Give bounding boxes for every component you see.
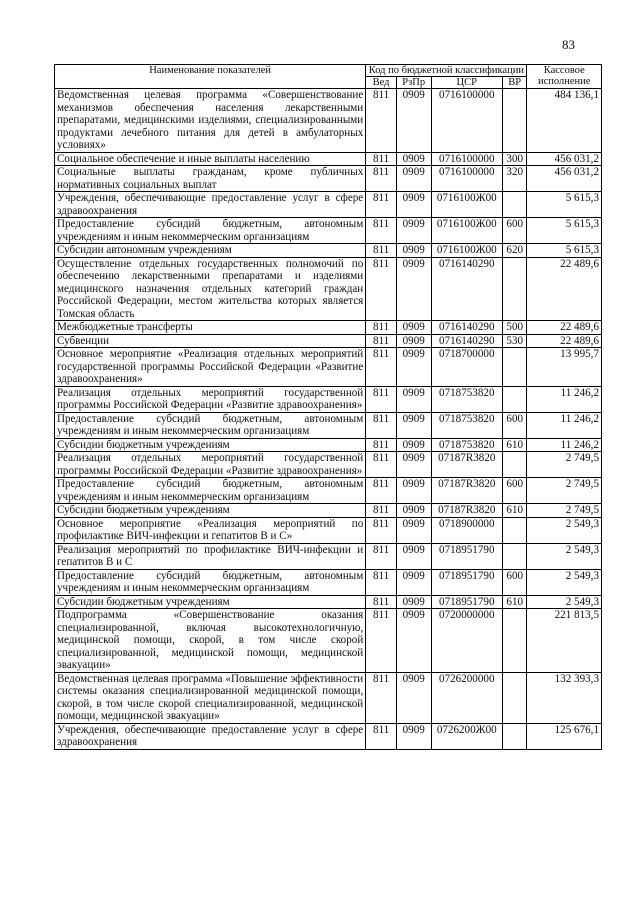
row-csr: 07187R3820 (431, 504, 502, 518)
header-sum: Кассовое исполнение (527, 65, 602, 89)
page-number: 83 (562, 37, 575, 52)
row-name: Субсидии бюджетным учреждениям (55, 438, 366, 452)
row-name: Осуществление отдельных государственных полномочий по обеспечению лекарственными препаратами и изделиями медицинского назначения отдельных категорий граждан Российской Федерации, местом жительства которых является Томская область (55, 257, 366, 321)
row-vr: 600 (502, 218, 527, 244)
row-vr (502, 543, 527, 569)
row-ved: 811 (366, 321, 397, 335)
row-name: Межбюджетные трансферты (55, 321, 366, 335)
row-rzpr: 0909 (396, 595, 431, 609)
row-ved: 811 (366, 89, 397, 153)
table-row (55, 386, 602, 412)
header-vr: ВР (502, 77, 527, 89)
row-rzpr: 0909 (396, 438, 431, 452)
row-rzpr: 0909 (396, 89, 431, 153)
table-row (55, 723, 602, 749)
row-rzpr: 0909 (396, 723, 431, 749)
row-csr: 0718951790 (431, 595, 502, 609)
table-row (55, 334, 602, 348)
header-rzpr: РзПр (396, 77, 431, 89)
row-csr: 0716140290 (431, 334, 502, 348)
table-row (55, 89, 602, 153)
row-ved: 811 (366, 244, 397, 258)
table-row (55, 438, 602, 452)
row-ved: 811 (366, 504, 397, 518)
row-ved: 811 (366, 609, 397, 673)
row-rzpr: 0909 (396, 152, 431, 166)
row-ved: 811 (366, 152, 397, 166)
row-name: Социальные выплаты гражданам, кроме публичных нормативных социальных выплат (55, 166, 366, 192)
table-row (55, 152, 602, 166)
table-row (55, 218, 602, 244)
row-ved: 811 (366, 517, 397, 543)
row-rzpr: 0909 (396, 244, 431, 258)
row-rzpr: 0909 (396, 257, 431, 321)
row-csr: 0716100000 (431, 152, 502, 166)
row-sum: 5 615,3 (527, 192, 602, 218)
row-sum: 22 489,6 (527, 321, 602, 335)
row-ved: 811 (366, 348, 397, 387)
row-name: Ведомственная целевая программа «Повышение эффективности системы оказания специализированной медицинской помощи, скорой, в том числе скорой специализированной, медицинской помощи, медицинской эвакуации» (55, 672, 366, 723)
row-sum: 5 615,3 (527, 218, 602, 244)
table-row (55, 452, 602, 478)
row-sum: 2 549,3 (527, 595, 602, 609)
table-row (55, 412, 602, 438)
row-vr (502, 89, 527, 153)
row-ved: 811 (366, 257, 397, 321)
row-ved: 811 (366, 386, 397, 412)
row-vr: 600 (502, 569, 527, 595)
row-name: Реализация мероприятий по профилактике ВИЧ-инфекции и гепатитов В и С (55, 543, 366, 569)
row-ved: 811 (366, 672, 397, 723)
row-rzpr: 0909 (396, 569, 431, 595)
budget-execution-table (54, 64, 602, 750)
row-sum: 11 246,2 (527, 412, 602, 438)
row-csr: 0716100000 (431, 89, 502, 153)
row-vr: 610 (502, 438, 527, 452)
row-csr: 07187R3820 (431, 452, 502, 478)
row-rzpr: 0909 (396, 386, 431, 412)
row-vr: 610 (502, 595, 527, 609)
row-csr: 0718753820 (431, 412, 502, 438)
table-row (55, 244, 602, 258)
row-rzpr: 0909 (396, 334, 431, 348)
row-ved: 811 (366, 452, 397, 478)
row-ved: 811 (366, 543, 397, 569)
row-name: Ведомственная целевая программа «Совершенствование механизмов обеспечения населения лекарственными препаратами, медицинскими изделиями, специализированными продуктами лечебного питания для детей в амбулаторных условиях» (55, 89, 366, 153)
row-name: Основное мероприятие «Реализация мероприятий по профилактике ВИЧ-инфекции и гепатитов В и С» (55, 517, 366, 543)
table-row (55, 609, 602, 673)
row-ved: 811 (366, 569, 397, 595)
row-rzpr: 0909 (396, 218, 431, 244)
row-name: Учреждения, обеспечивающие предоставление услуг в сфере здравоохранения (55, 192, 366, 218)
row-sum: 456 031,2 (527, 166, 602, 192)
row-sum: 5 615,3 (527, 244, 602, 258)
row-vr (502, 348, 527, 387)
row-name: Реализация отдельных мероприятий государственной программы Российской Федерации «Развитие здравоохранения» (55, 452, 366, 478)
row-csr: 07187R3820 (431, 478, 502, 504)
row-vr: 610 (502, 504, 527, 518)
row-vr (502, 609, 527, 673)
row-sum: 221 813,5 (527, 609, 602, 673)
row-vr (502, 672, 527, 723)
table-row (55, 569, 602, 595)
row-sum: 22 489,6 (527, 257, 602, 321)
row-vr: 500 (502, 321, 527, 335)
row-vr: 320 (502, 166, 527, 192)
row-sum: 484 136,1 (527, 89, 602, 153)
table-row (55, 348, 602, 387)
row-csr: 0726200Ж00 (431, 723, 502, 749)
row-csr: 0718753820 (431, 386, 502, 412)
row-csr: 0718753820 (431, 438, 502, 452)
row-name: Субсидии бюджетным учреждениям (55, 595, 366, 609)
table-body (55, 89, 602, 750)
row-csr: 0716100Ж00 (431, 244, 502, 258)
table-row (55, 595, 602, 609)
row-ved: 811 (366, 218, 397, 244)
row-name: Субсидии автономным учреждениям (55, 244, 366, 258)
row-ved: 811 (366, 723, 397, 749)
header-name: Наименование показателей (55, 65, 366, 89)
table-row (55, 672, 602, 723)
row-vr (502, 723, 527, 749)
row-sum: 2 549,3 (527, 569, 602, 595)
row-csr: 0718951790 (431, 543, 502, 569)
row-name: Основное мероприятие «Реализация отдельных мероприятий государственной программы Российской Федерации «Развитие здравоохранения» (55, 348, 366, 387)
row-csr: 0720000000 (431, 609, 502, 673)
row-name: Предоставление субсидий бюджетным, автономным учреждениям и иным некоммерческим организациям (55, 478, 366, 504)
row-csr: 0716100Ж00 (431, 192, 502, 218)
header-code-group: Код по бюджетной классификации (366, 65, 527, 77)
row-vr: 600 (502, 478, 527, 504)
table-row (55, 321, 602, 335)
row-sum: 11 246,2 (527, 438, 602, 452)
row-vr: 300 (502, 152, 527, 166)
row-sum: 2 749,5 (527, 478, 602, 504)
row-vr: 600 (502, 412, 527, 438)
row-csr: 0716140290 (431, 321, 502, 335)
row-rzpr: 0909 (396, 192, 431, 218)
table-row (55, 192, 602, 218)
row-rzpr: 0909 (396, 452, 431, 478)
row-name: Подпрограмма «Совершенствование оказания специализированной, включая высокотехнологичную, медицинской помощи, скорой, в том числе скорой специализированной, медицинской помощи, медицинской эвакуации» (55, 609, 366, 673)
row-name: Предоставление субсидий бюджетным, автономным учреждениям и иным некоммерческим организациям (55, 218, 366, 244)
row-name: Реализация отдельных мероприятий государственной программы Российской Федерации «Развитие здравоохранения» (55, 386, 366, 412)
row-csr: 0726200000 (431, 672, 502, 723)
table-row (55, 517, 602, 543)
row-rzpr: 0909 (396, 504, 431, 518)
row-name: Предоставление субсидий бюджетным, автономным учреждениям и иным некоммерческим организациям (55, 569, 366, 595)
row-csr: 0718900000 (431, 517, 502, 543)
row-sum: 11 246,2 (527, 386, 602, 412)
row-vr (502, 386, 527, 412)
row-rzpr: 0909 (396, 543, 431, 569)
row-ved: 811 (366, 412, 397, 438)
row-csr: 0716140290 (431, 257, 502, 321)
header-ved: Вед (366, 77, 397, 89)
row-vr: 620 (502, 244, 527, 258)
row-rzpr: 0909 (396, 412, 431, 438)
row-csr: 0716100000 (431, 166, 502, 192)
row-rzpr: 0909 (396, 609, 431, 673)
row-vr (502, 452, 527, 478)
row-ved: 811 (366, 192, 397, 218)
row-vr (502, 257, 527, 321)
header-csr: ЦСР (431, 77, 502, 89)
row-name: Субвенции (55, 334, 366, 348)
row-sum: 22 489,6 (527, 334, 602, 348)
row-sum: 13 995,7 (527, 348, 602, 387)
table-row (55, 504, 602, 518)
table-row (55, 543, 602, 569)
row-name: Предоставление субсидий бюджетным, автономным учреждениям и иным некоммерческим организациям (55, 412, 366, 438)
row-name: Учреждения, обеспечивающие предоставление услуг в сфере здравоохранения (55, 723, 366, 749)
row-sum: 2 549,3 (527, 517, 602, 543)
row-rzpr: 0909 (396, 478, 431, 504)
table-row (55, 166, 602, 192)
row-vr (502, 517, 527, 543)
row-rzpr: 0909 (396, 321, 431, 335)
row-vr (502, 192, 527, 218)
row-name: Субсидии бюджетным учреждениям (55, 504, 366, 518)
row-ved: 811 (366, 478, 397, 504)
row-sum: 2 749,5 (527, 452, 602, 478)
row-ved: 811 (366, 595, 397, 609)
row-csr: 0716100Ж00 (431, 218, 502, 244)
row-rzpr: 0909 (396, 672, 431, 723)
row-sum: 2 749,5 (527, 504, 602, 518)
row-sum: 456 031,2 (527, 152, 602, 166)
row-ved: 811 (366, 334, 397, 348)
row-sum: 132 393,3 (527, 672, 602, 723)
table-row (55, 478, 602, 504)
row-csr: 0718951790 (431, 569, 502, 595)
table-row (55, 257, 602, 321)
row-ved: 811 (366, 166, 397, 192)
row-rzpr: 0909 (396, 166, 431, 192)
row-ved: 811 (366, 438, 397, 452)
row-sum: 2 549,3 (527, 543, 602, 569)
row-sum: 125 676,1 (527, 723, 602, 749)
row-vr: 530 (502, 334, 527, 348)
row-rzpr: 0909 (396, 348, 431, 387)
row-csr: 0718700000 (431, 348, 502, 387)
row-name: Социальное обеспечение и иные выплаты населению (55, 152, 366, 166)
row-rzpr: 0909 (396, 517, 431, 543)
